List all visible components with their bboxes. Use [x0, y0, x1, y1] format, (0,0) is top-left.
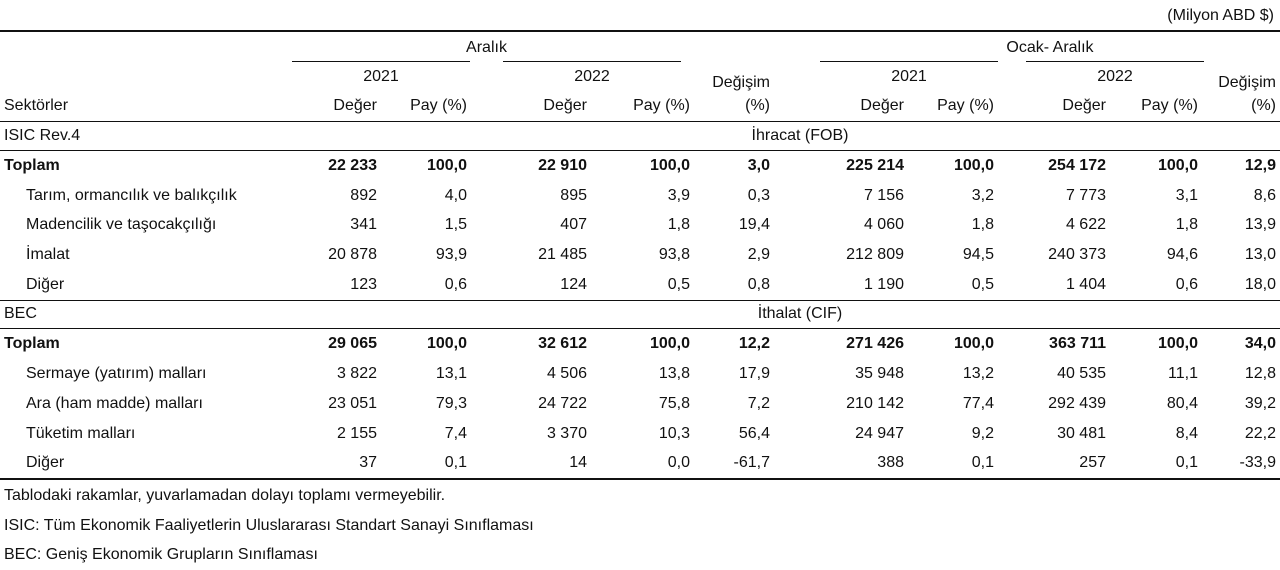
rule-2021-ocak — [820, 61, 998, 62]
row-label: Tüketim malları — [26, 425, 136, 442]
cell: 3,0 — [747, 157, 770, 174]
col-share-1: Pay (%) — [410, 97, 467, 114]
cell: 39,2 — [1244, 395, 1276, 412]
cell: 254 172 — [1048, 157, 1106, 174]
cell: 30 481 — [1057, 425, 1106, 442]
cell: -61,7 — [733, 454, 770, 471]
cell: 895 — [560, 187, 587, 204]
year-2022-aralik: 2022 — [574, 68, 610, 85]
year-2021-aralik: 2021 — [363, 68, 399, 85]
cell: 100,0 — [426, 335, 467, 352]
cell: 388 — [877, 454, 904, 471]
cell: 22 233 — [328, 157, 377, 174]
cell: 34,0 — [1244, 335, 1276, 352]
cell: 93,8 — [658, 246, 690, 263]
cell: 1,5 — [444, 216, 467, 233]
cell: 11,1 — [1168, 365, 1198, 382]
cell: 19,4 — [738, 216, 770, 233]
unit-note: (Milyon ABD $) — [1167, 7, 1274, 24]
cell: 94,6 — [1166, 246, 1198, 263]
col-share-3: Pay (%) — [937, 97, 994, 114]
cell: 2 155 — [336, 425, 377, 442]
cell: 8,4 — [1175, 425, 1198, 442]
cell: 1,8 — [1175, 216, 1198, 233]
cell: 93,9 — [435, 246, 467, 263]
cell: 100,0 — [649, 157, 690, 174]
change-header-1-line1: Değişim — [712, 74, 770, 91]
cell: 10,3 — [658, 425, 690, 442]
cell: 100,0 — [953, 335, 994, 352]
cell: 0,1 — [444, 454, 467, 471]
cell: 56,4 — [738, 425, 770, 442]
cell: 7 156 — [863, 187, 904, 204]
cell: 124 — [560, 276, 587, 293]
cell: 0,1 — [1175, 454, 1198, 471]
cell: 4 622 — [1065, 216, 1106, 233]
row-label: Tarım, ormancılık ve balıkçılık — [26, 187, 237, 204]
cell: 0,8 — [747, 276, 770, 293]
cell: 13,8 — [658, 365, 690, 382]
export-title: İhracat (FOB) — [751, 127, 849, 144]
cell: 4 060 — [863, 216, 904, 233]
cell: 23 051 — [328, 395, 377, 412]
cell: 7 773 — [1065, 187, 1106, 204]
cell: 9,2 — [971, 425, 994, 442]
bottom-rule — [0, 478, 1280, 480]
bec-label: BEC — [4, 305, 37, 322]
cell: 123 — [350, 276, 377, 293]
cell: 292 439 — [1048, 395, 1106, 412]
cell: 4,0 — [444, 187, 467, 204]
row-label: Madencilik ve taşocakçılığı — [26, 216, 217, 233]
cell: 29 065 — [328, 335, 377, 352]
cell: 407 — [560, 216, 587, 233]
import-title: İthalat (CIF) — [757, 305, 843, 322]
footnote-isic: ISIC: Tüm Ekonomik Faaliyetlerin Uluslararası Standart Sanayi Sınıflaması — [4, 517, 534, 534]
cell: 0,5 — [667, 276, 690, 293]
cell: 100,0 — [649, 335, 690, 352]
cell: 210 142 — [846, 395, 904, 412]
cell: 1 404 — [1065, 276, 1106, 293]
cell: 7,2 — [747, 395, 770, 412]
row-label: İmalat — [26, 246, 70, 263]
cell: 3 822 — [336, 365, 377, 382]
cell: 0,3 — [747, 187, 770, 204]
cell: 892 — [350, 187, 377, 204]
cell: 14 — [569, 454, 587, 471]
cell: 0,6 — [1175, 276, 1198, 293]
cell: 75,8 — [658, 395, 690, 412]
cell: 100,0 — [953, 157, 994, 174]
cell: 32 612 — [538, 335, 587, 352]
cell: 271 426 — [846, 335, 904, 352]
footnote-rounding: Tablodaki rakamlar, yuvarlamadan dolayı toplamı vermeyebilir. — [4, 487, 446, 504]
cell: 13,0 — [1244, 246, 1276, 263]
import-title-rule — [0, 328, 1280, 329]
rule-2021-aralik — [292, 61, 470, 62]
cell: 3,1 — [1175, 187, 1198, 204]
cell: 12,8 — [1244, 365, 1276, 382]
cell: 100,0 — [1157, 335, 1198, 352]
cell: 40 535 — [1057, 365, 1106, 382]
cell: 21 485 — [538, 246, 587, 263]
cell: 0,6 — [444, 276, 467, 293]
cell: 225 214 — [846, 157, 904, 174]
change-header-1-line2: (%) — [745, 97, 770, 114]
col-share-4: Pay (%) — [1141, 97, 1198, 114]
cell: 17,9 — [738, 365, 770, 382]
cell: 8,6 — [1253, 187, 1276, 204]
cell: 94,5 — [962, 246, 994, 263]
cell: 22,2 — [1244, 425, 1276, 442]
cell: 7,4 — [444, 425, 467, 442]
cell: 2,9 — [747, 246, 770, 263]
cell: 22 910 — [538, 157, 587, 174]
col-value-1: Değer — [333, 97, 377, 114]
header-rule — [0, 121, 1280, 122]
row-label: Toplam — [4, 157, 60, 174]
cell: 257 — [1079, 454, 1106, 471]
col-value-4: Değer — [1062, 97, 1106, 114]
cell: 0,5 — [971, 276, 994, 293]
cell: 1,8 — [667, 216, 690, 233]
top-rule — [0, 30, 1280, 32]
year-2021-ocak: 2021 — [891, 68, 927, 85]
row-label: Sermaye (yatırım) malları — [26, 365, 207, 382]
row-label: Ara (ham madde) malları — [26, 395, 203, 412]
col-value-3: Değer — [860, 97, 904, 114]
period-aralik: Aralık — [466, 39, 507, 56]
rule-2022-ocak — [1026, 61, 1204, 62]
cell: 24 947 — [855, 425, 904, 442]
cell: 12,9 — [1244, 157, 1276, 174]
cell: 4 506 — [546, 365, 587, 382]
import-start-rule — [0, 300, 1280, 301]
cell: 212 809 — [846, 246, 904, 263]
period-ocak-aralik: Ocak- Aralık — [1006, 39, 1094, 56]
cell: 13,9 — [1244, 216, 1276, 233]
isic-label: ISIC Rev.4 — [4, 127, 81, 144]
change-header-2-line2: (%) — [1251, 97, 1276, 114]
export-title-rule — [0, 150, 1280, 151]
cell: 12,2 — [738, 335, 770, 352]
cell: 79,3 — [435, 395, 467, 412]
change-header-2-line1: Değişim — [1218, 74, 1276, 91]
cell: 13,1 — [435, 365, 467, 382]
cell: 20 878 — [328, 246, 377, 263]
cell: 341 — [350, 216, 377, 233]
footnote-bec: BEC: Geniş Ekonomik Grupların Sınıflaması — [4, 546, 318, 563]
cell: 1 190 — [863, 276, 904, 293]
cell: 3,9 — [667, 187, 690, 204]
row-label: Diğer — [26, 454, 65, 471]
cell: 3,2 — [971, 187, 994, 204]
col-share-2: Pay (%) — [633, 97, 690, 114]
cell: 37 — [359, 454, 377, 471]
cell: 35 948 — [855, 365, 904, 382]
sectors-header: Sektörler — [4, 97, 69, 114]
cell: 0,0 — [667, 454, 690, 471]
cell: 18,0 — [1244, 276, 1276, 293]
row-label: Toplam — [4, 335, 60, 352]
cell: 1,8 — [971, 216, 994, 233]
rule-2022-aralik — [503, 61, 681, 62]
cell: 100,0 — [1157, 157, 1198, 174]
cell: 80,4 — [1166, 395, 1198, 412]
cell: 13,2 — [962, 365, 994, 382]
cell: 100,0 — [426, 157, 467, 174]
cell: 240 373 — [1048, 246, 1106, 263]
cell: 24 722 — [538, 395, 587, 412]
year-2022-ocak: 2022 — [1097, 68, 1133, 85]
cell: 0,1 — [971, 454, 994, 471]
cell: 77,4 — [962, 395, 994, 412]
cell: -33,9 — [1239, 454, 1276, 471]
col-value-2: Değer — [543, 97, 587, 114]
row-label: Diğer — [26, 276, 65, 293]
cell: 3 370 — [546, 425, 587, 442]
cell: 363 711 — [1049, 335, 1106, 352]
